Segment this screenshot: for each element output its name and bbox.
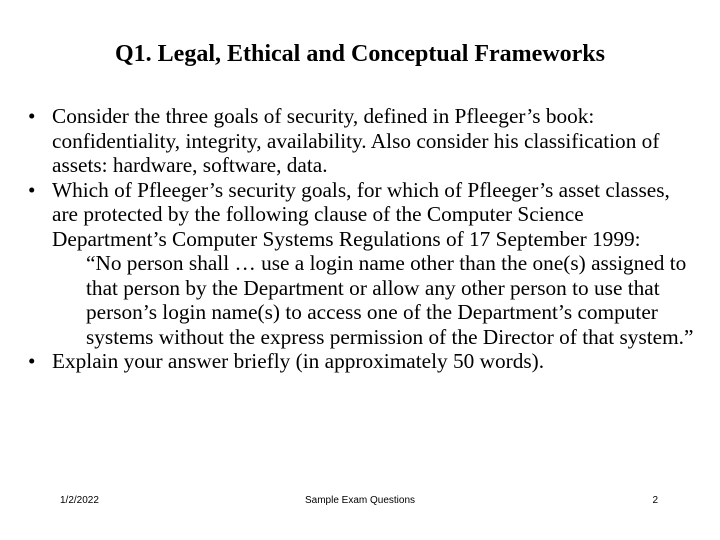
regulation-quote: “No person shall … use a login name other than the one(s) assigned to that person by the Department or allow any other person to use that person’s login name(s) to access one of the Department’s computer systems without the express permission of the Director of that system.”	[86, 251, 694, 349]
bullet-item-explain	[28, 349, 700, 374]
bullet-text: Which of Pfleeger’s security goals, for which of Pfleeger’s asset classes, are protected by the following clause of the Computer Science Department’s Computer Systems Regulations of 17 September 1999:	[52, 177, 670, 251]
slide-title: Q1. Legal, Ethical and Conceptual Frameworks	[115, 41, 605, 67]
bullet-icon: •	[28, 177, 36, 202]
bullet-icon: •	[28, 349, 36, 373]
footer-date: 1/2/2022	[60, 495, 99, 506]
bullet-item-question	[28, 178, 700, 350]
footer-page-number: 2	[652, 495, 658, 506]
footer-title: Sample Exam Questions	[304, 495, 416, 506]
bullet-item-goals	[28, 104, 700, 178]
bullet-text: Consider the three goals of security, defined in Pfleeger’s book: confidentiality, integrity, availability. Also consider his classification of assets: hardware, software, data.	[52, 104, 660, 177]
bullet-text: Explain your answer briefly (in approximately 50 words).	[52, 349, 545, 373]
bullet-icon: •	[28, 104, 36, 128]
slide-body	[28, 104, 700, 374]
